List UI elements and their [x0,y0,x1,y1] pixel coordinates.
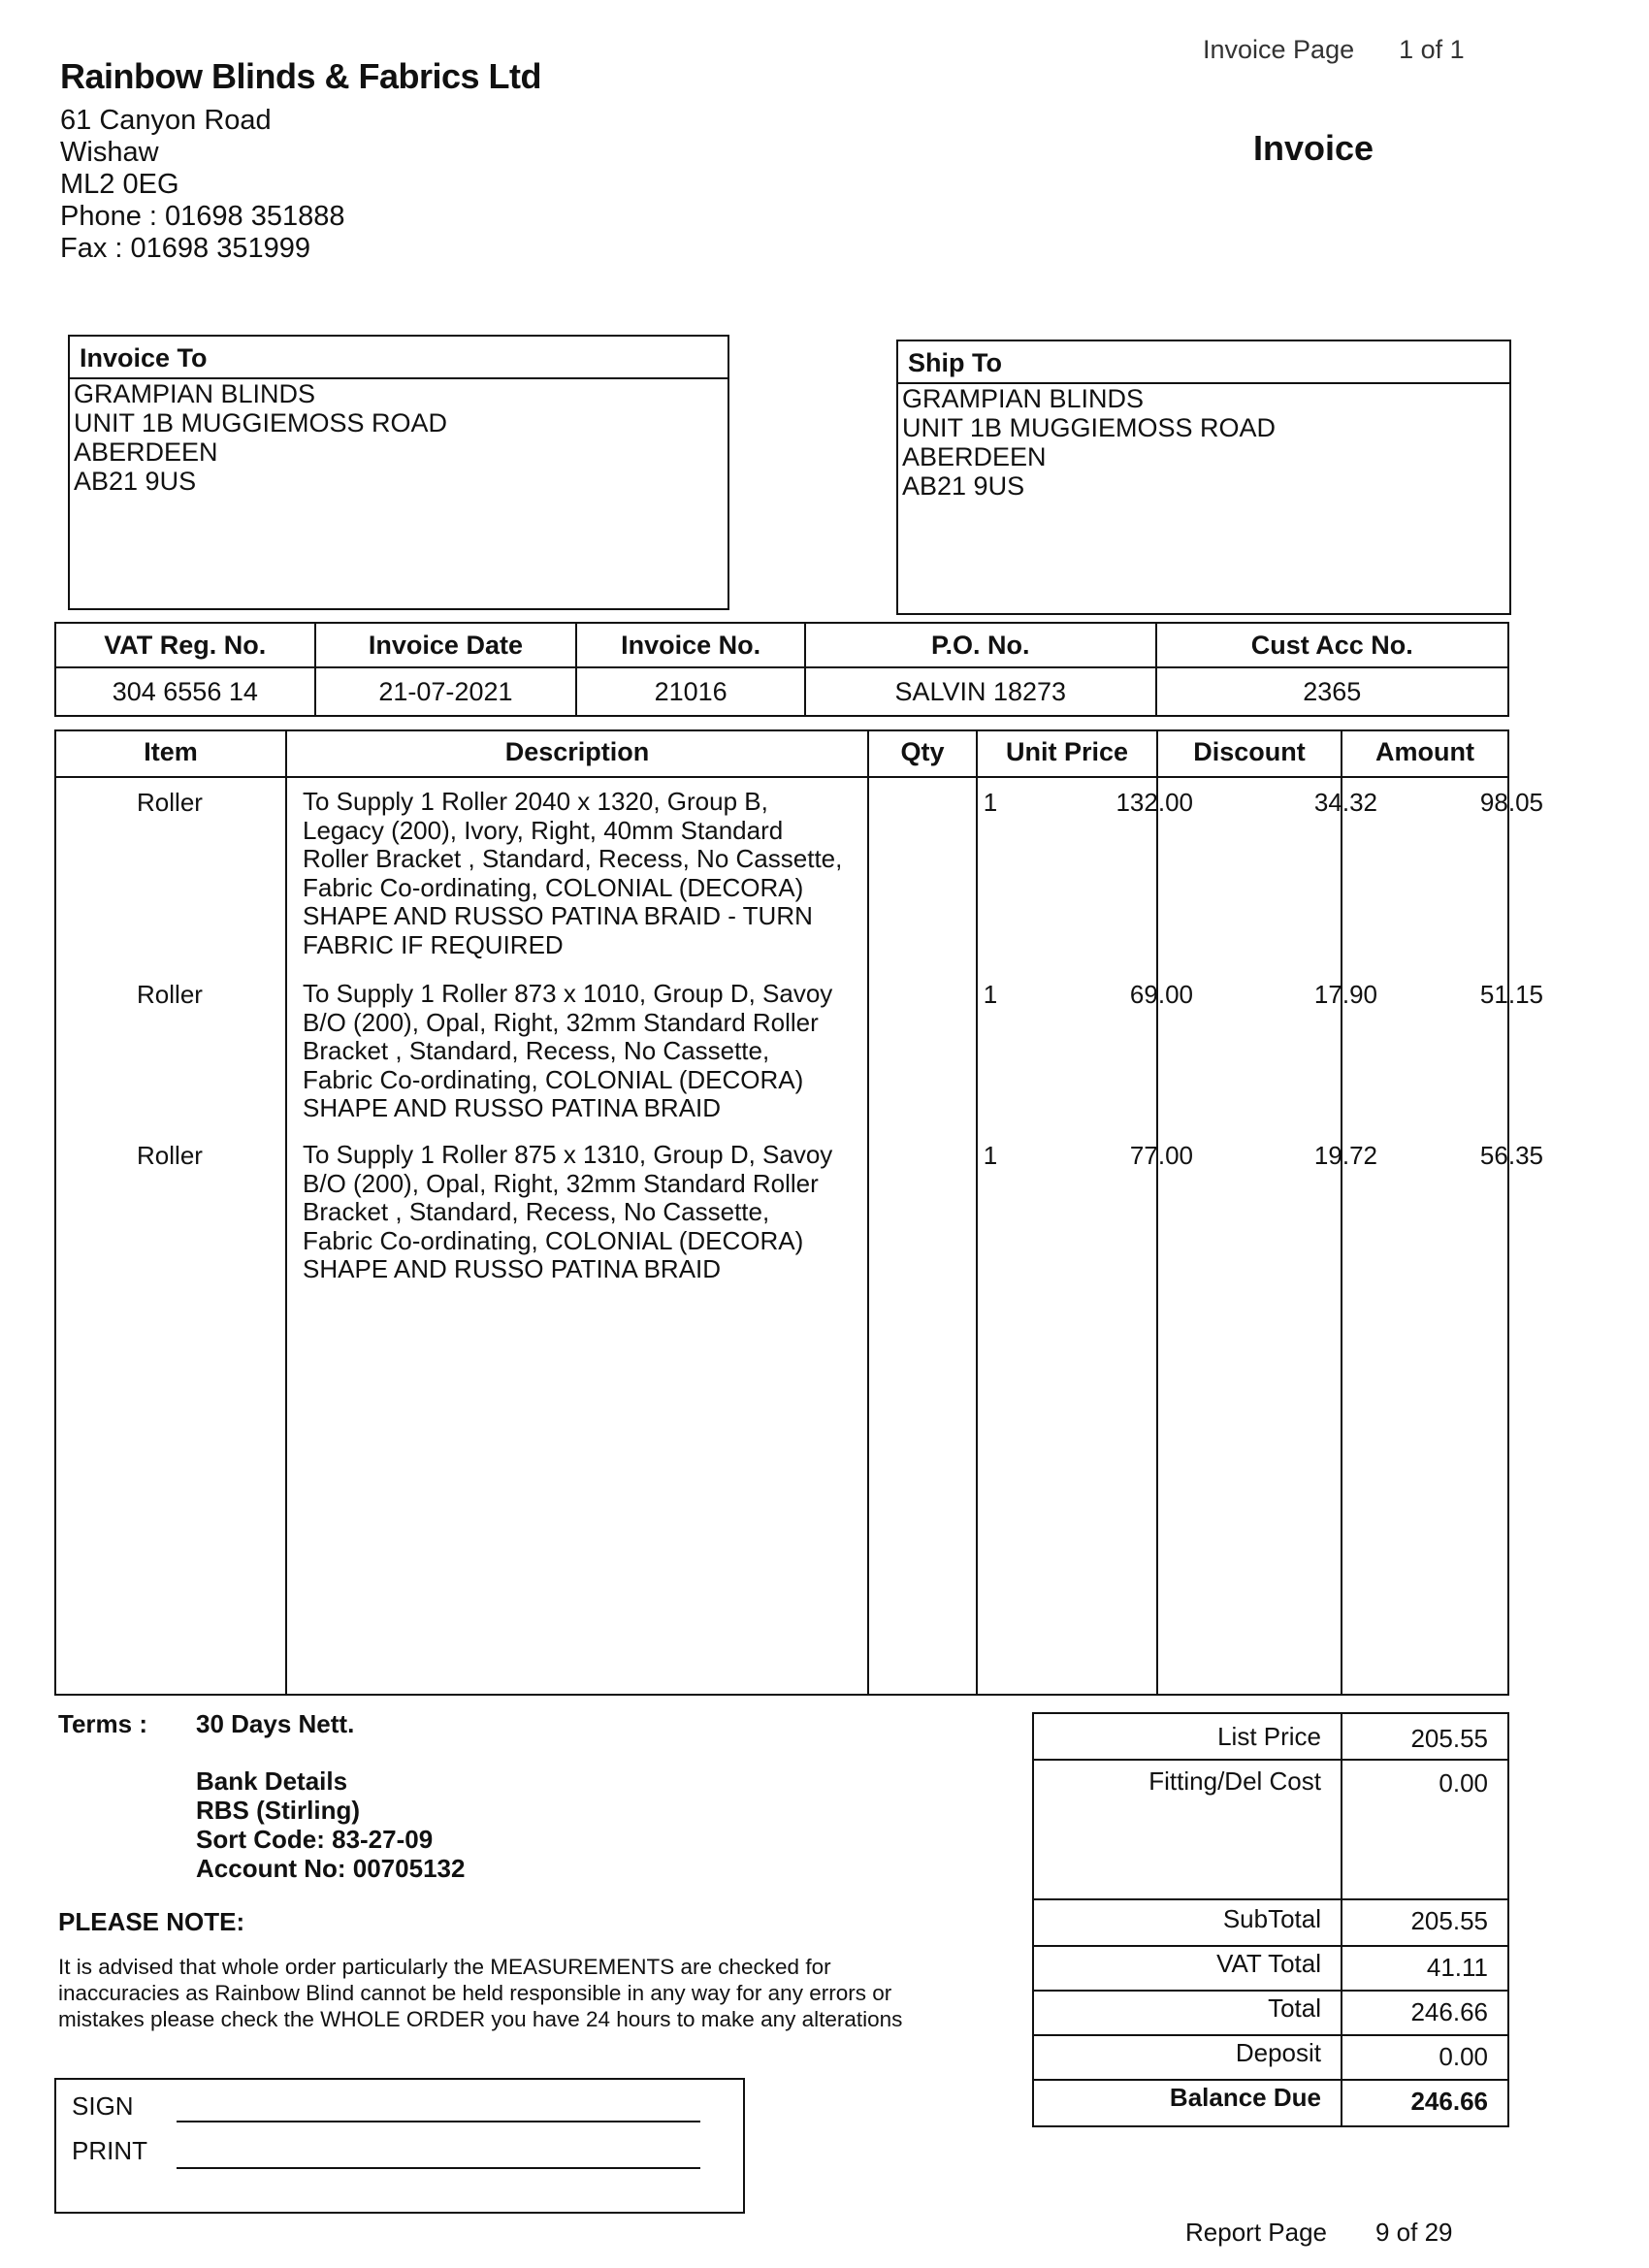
company-address-line-2: Wishaw [60,137,159,168]
subtotal-label: SubTotal [1222,1904,1321,1933]
company-address-line-3: ML2 0EG [60,169,179,200]
row-qty: 1 [983,788,998,817]
subtotal-value: 205.55 [1410,1906,1488,1935]
report-page-indicator [1185,2218,1453,2248]
invoice-page-value: 1 of 1 [1399,35,1465,64]
report-page-label: Report Page [1185,2218,1327,2247]
row-discount: 19.72 [1313,1141,1377,1170]
unit-price-column-header: Unit Price [1005,737,1129,766]
print-line[interactable] [177,2167,700,2169]
invoice-date-value: 21-07-2021 [315,667,577,716]
row-item: Roller [137,788,203,817]
invoice-to-line: GRAMPIAN BLINDS [74,379,316,408]
discount-column-header: Discount [1193,737,1306,766]
po-no-value: SALVIN 18273 [805,667,1156,716]
list-price-label: List Price [1217,1722,1321,1751]
ship-to-line: ABERDEEN [902,442,1047,471]
company-address-line-1: 61 Canyon Road [60,105,272,136]
row-unit-price: 132.00 [1116,788,1193,817]
company-name: Rainbow Blinds & Fabrics Ltd [60,56,542,96]
description-column-header: Description [504,737,650,766]
invoice-no-value: 21016 [576,667,805,716]
row-description: To Supply 1 Roller 875 x 1310, Group D, Savoy B/O (200), Opal, Right, 32mm Standard Roller Bracket , Standard, Recess, No Cassette, Fabric Co-ordinating, COLONIAL (DECORA) SHAPE AND RUSSO PATINA BRAID [303,1140,833,1283]
row-qty: 1 [983,1141,998,1170]
bank-sort-code: Sort Code: 83-27-09 [196,1825,434,1854]
vat-reg-value: 304 6556 14 [55,667,315,716]
document-title: Invoice [1253,128,1374,168]
item-column-header: Item [144,737,198,766]
qty-column-header: Qty [900,737,945,766]
ship-to-line: AB21 9US [902,471,1025,501]
row-item: Roller [137,980,203,1009]
row-amount: 98.05 [1479,788,1543,817]
row-amount: 56.35 [1479,1141,1543,1170]
invoice-to-line: AB21 9US [74,467,197,496]
po-no-header: P.O. No. [805,623,1156,667]
invoice-page-indicator [1203,35,1465,65]
vat-reg-header: VAT Reg. No. [55,623,315,667]
terms-value: 30 Days Nett. [196,1709,355,1738]
total-value: 246.66 [1410,1997,1488,2026]
terms-label: Terms : [58,1709,147,1738]
row-description: To Supply 1 Roller 873 x 1010, Group D, Savoy B/O (200), Opal, Right, 32mm Standard Roller Bracket , Standard, Recess, No Cassette, Fabric Co-ordinating, COLONIAL (DECORA) SHAPE AND RUSSO PATINA BRAID [303,979,833,1122]
company-fax: Fax : 01698 351999 [60,233,310,264]
print-label: PRINT [72,2136,147,2165]
row-item: Roller [137,1141,203,1170]
vat-total-value: 41.11 [1426,1953,1488,1982]
fitting-cost-label: Fitting/Del Cost [1148,1766,1321,1796]
deposit-label: Deposit [1235,2038,1321,2067]
line-items-table [54,729,1543,1696]
invoice-no-header: Invoice No. [576,623,805,667]
row-amount: 51.15 [1479,980,1543,1009]
row-unit-price: 69.00 [1129,980,1193,1009]
please-note-heading: PLEASE NOTE: [58,1907,245,1936]
vat-total-label: VAT Total [1216,1949,1321,1978]
deposit-value: 0.00 [1439,2042,1488,2071]
balance-due-value: 246.66 [1410,2087,1488,2116]
signature-box [54,2078,745,2214]
total-label: Total [1268,1993,1321,2023]
bank-account-no: Account No: 00705132 [196,1854,466,1883]
ship-to-line: UNIT 1B MUGGIEMOSS ROAD [902,413,1277,442]
row-discount: 34.32 [1313,788,1377,817]
row-unit-price: 77.00 [1129,1141,1193,1170]
fitting-cost-value: 0.00 [1439,1768,1488,1798]
invoice-to-line: UNIT 1B MUGGIEMOSS ROAD [74,408,448,437]
bank-name: RBS (Stirling) [196,1796,360,1825]
cust-acc-value: 2365 [1156,667,1508,716]
sign-label: SIGN [72,2091,134,2121]
invoice-to-box [68,335,729,610]
company-phone: Phone : 01698 351888 [60,201,345,232]
list-price-value: 205.55 [1410,1724,1488,1753]
invoice-info-table [54,622,1509,717]
bank-details-heading: Bank Details [196,1766,348,1796]
ship-to-line: GRAMPIAN BLINDS [902,384,1145,413]
row-discount: 17.90 [1313,980,1377,1009]
invoice-to-line: ABERDEEN [74,437,218,467]
invoice-to-header: Invoice To [70,337,728,379]
balance-due-label: Balance Due [1169,2083,1321,2112]
row-qty: 1 [983,980,998,1009]
invoice-page-label: Invoice Page [1203,35,1355,64]
invoice-date-header: Invoice Date [315,623,577,667]
amount-column-header: Amount [1375,737,1474,766]
ship-to-box [896,340,1511,615]
sign-line[interactable] [177,2121,700,2122]
row-description: To Supply 1 Roller 2040 x 1320, Group B, Legacy (200), Ivory, Right, 40mm Standard Roller Bracket , Standard, Recess, No Cassette, Fabric Co-ordinating, COLONIAL (DECORA) SHAPE AND RUSSO PATINA BRAID - TURN FABRIC IF REQUIRED [303,787,843,959]
cust-acc-header: Cust Acc No. [1156,623,1508,667]
report-page-value: 9 of 29 [1374,2218,1453,2247]
totals-box [1032,1712,1509,2127]
please-note-text: It is advised that whole order particularly the MEASUREMENTS are checked for inaccuracies as Rainbow Blind cannot be held responsible in any way for any errors or mistakes please check the WHOLE ORDER you have 24 hours to make any alterations [58,1955,903,2031]
ship-to-header: Ship To [898,341,1509,384]
